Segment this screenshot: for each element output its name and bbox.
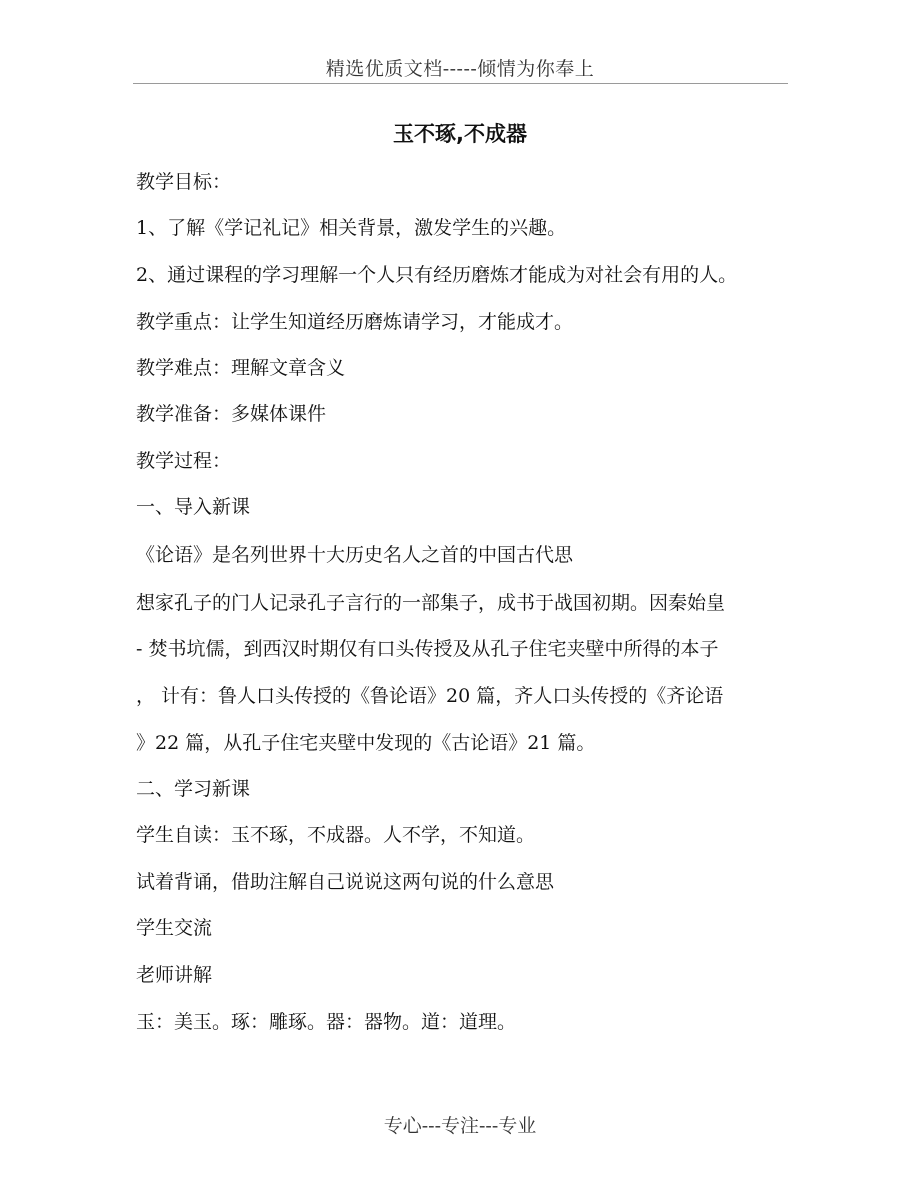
paragraph-line: 《论语》是名列世界十大历史名人之首的中国古代思: [136, 544, 574, 566]
recite-line: 试着背诵，借助注解自己说说这两句说的什么意思: [136, 871, 555, 893]
student-exchange-line: 学生交流: [136, 917, 213, 939]
paragraph-line: 》22 篇，从孔子住宅夹壁中发现的《古论语》21 篇。: [136, 732, 596, 754]
glossary-line: 玉：美玉。琢：雕琢。器：器物。道：道理。: [136, 1011, 517, 1033]
self-reading-line: 学生自读：玉不琢，不成器。人不学，不知道。: [136, 824, 536, 846]
difficulty-line: 教学难点：理解文章含义: [136, 357, 346, 379]
page-footer: 专心---专注---专业: [383, 1115, 537, 1137]
heading-intro: 一、导入新课: [136, 496, 251, 518]
paragraph-line: 想家孔子的门人记录孔子言行的一部集子，成书于战国初期。因秦始皇: [136, 592, 726, 614]
preparation-line: 教学准备：多媒体课件: [136, 403, 327, 425]
section-label-process: 教学过程：: [136, 450, 232, 472]
key-point-line: 教学重点：让学生知道经历磨炼请学习，才能成才。: [136, 311, 574, 333]
page-header: 精选优质文档-----倾情为你奉上: [325, 58, 595, 80]
objective-item-2: 2、通过课程的学习理解一个人只有经历磨炼才能成为对社会有用的人。: [136, 264, 738, 286]
paragraph-line: - 焚书坑儒，到西汉时期仅有口头传授及从孔子住宅夹壁中所得的本子: [136, 638, 719, 660]
heading-new-lesson: 二、学习新课: [136, 778, 251, 800]
section-label-objectives: 教学目标：: [136, 171, 232, 193]
teacher-explain-line: 老师讲解: [136, 964, 213, 986]
document-title: 玉不琢,不成器: [393, 122, 527, 146]
paragraph-line: ， 计有：鲁人口头传授的《鲁论语》20 篇，齐人口头传授的《齐论语: [136, 685, 724, 707]
objective-item-1: 1、了解《学记礼记》相关背景，激发学生的兴趣。: [136, 217, 567, 239]
